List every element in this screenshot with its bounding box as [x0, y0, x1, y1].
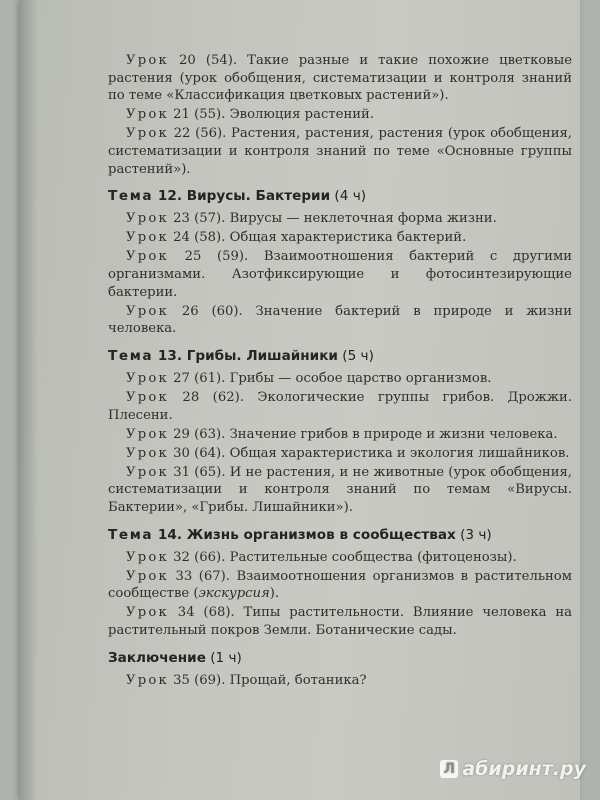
book-page — [20, 0, 580, 800]
lesson-31: Урок 31 (65). И не растения, и не животные (урок обобщения, систематизации и контроля знаний по темам «Вирусы. Бактерии», «Грибы. Лишайники»). — [108, 464, 572, 515]
topic-13-heading: Тема 13. Грибы. Лишайники (5 ч) — [108, 347, 374, 364]
lesson-25: Урок 25 (59). Взаимоотношения бактерий с другими организмами. Азотфиксирующие и фотосинтезирующие бактерии. — [108, 249, 572, 300]
lesson-20: Урок 20 (54). Такие разные и такие похожие цветковые растения (урок обобщения, систематизации и контроля знаний по теме «Классификация цветковых растений»). — [108, 53, 572, 104]
labirint-watermark — [440, 758, 586, 780]
labirint-logo-icon: Л — [440, 760, 458, 778]
lesson-26: Урок 26 (60). Значение бактерий в природе и жизни человека. — [108, 303, 572, 337]
lesson-33: Урок 33 (67). Взаимоотношения организмов в растительном сообществе (экскурсия). — [108, 568, 572, 602]
lesson-32: Урок 32 (66). Растительные сообщества (фитоценозы). — [126, 549, 517, 565]
topic-14-heading: Тема 14. Жизнь организмов в сообществах (3 ч) — [108, 526, 492, 543]
watermark-text: абиринт.ру — [462, 758, 586, 780]
conclusion-heading: Заключение (1 ч) — [108, 649, 242, 666]
topic-12-heading: Тема 12. Вирусы. Бактерии (4 ч) — [108, 188, 367, 205]
lesson-28: Урок 28 (62). Экологические группы грибов. Дрожжи. Плесени. — [108, 389, 572, 423]
lesson-24: Урок 24 (58). Общая характеристика бактерий. — [126, 230, 467, 246]
lesson-35: Урок 35 (69). Прощай, ботаника? — [126, 672, 367, 688]
lesson-23: Урок 23 (57). Вирусы — неклеточная форма жизни. — [126, 211, 497, 227]
lesson-34: Урок 34 (68). Типы растительности. Влияние человека на растительный покров Земли. Ботанические сады. — [108, 605, 572, 638]
lesson-27: Урок 27 (61). Грибы — особое царство организмов. — [126, 370, 492, 386]
lesson-22: Урок 22 (56). Растения, растения, растения (урок обобщения, систематизации и контроля знаний по теме «Основные группы растений»). — [108, 126, 572, 177]
lesson-29: Урок 29 (63). Значение грибов в природе и жизни человека. — [126, 426, 558, 442]
lesson-30: Урок 30 (64). Общая характеристика и экология лишайников. — [126, 445, 570, 461]
page-content — [108, 52, 572, 691]
lesson-21: Урок 21 (55). Эволюция растений. — [126, 107, 375, 123]
